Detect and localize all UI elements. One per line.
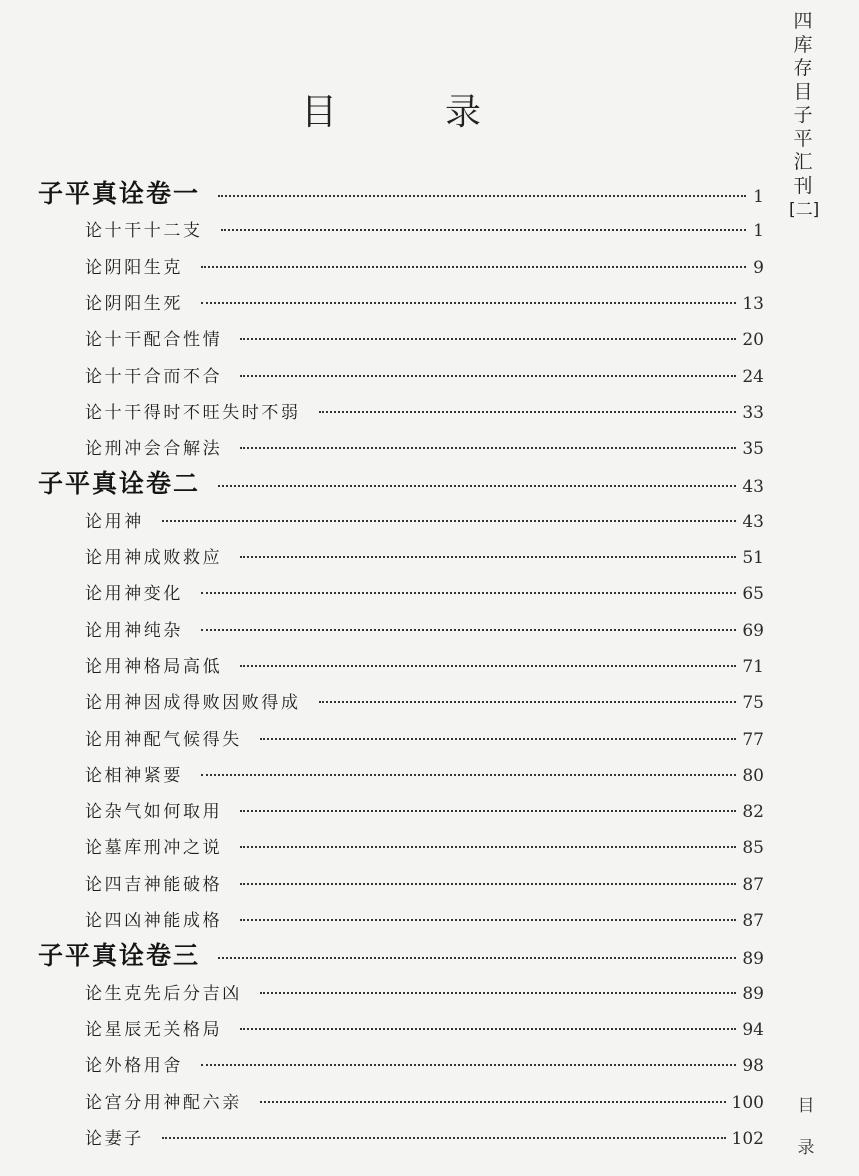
dot-leader [201,629,736,631]
toc-page-number: 80 [742,765,764,786]
toc-entry-title: 论十干得时不旺失时不弱 [85,402,301,423]
toc-page-number: 89 [742,949,764,970]
dot-leader [201,592,736,594]
toc-page-number: 71 [742,656,764,677]
spine-char: 库 [793,33,813,56]
toc-page-number: 43 [742,511,764,532]
toc-entry-title: 论十干十二支 [85,221,203,242]
toc-section-entry[interactable] [85,434,764,459]
toc-section-entry[interactable] [85,1124,764,1149]
toc-page-number: 94 [742,1019,764,1040]
toc-section-entry[interactable] [85,870,764,895]
spine-char: 刊 [793,174,813,197]
dot-leader [240,919,736,921]
toc-section-entry[interactable] [85,1051,764,1076]
spine-char: 目 [793,80,813,103]
toc-section-entry[interactable] [85,216,764,241]
toc-section-entry[interactable] [85,1088,764,1113]
toc-volume-entry[interactable] [38,174,764,210]
toc-entry-title: 论用神纯杂 [85,620,183,641]
toc-section-entry[interactable] [85,616,764,641]
dot-leader [240,883,736,885]
toc-entry-title: 论用神变化 [85,584,183,605]
toc-page-number: 87 [742,911,764,931]
dot-leader [218,485,736,487]
toc-entry-title: 论宫分用神配六亲 [85,1092,242,1113]
dot-leader [240,447,736,449]
toc-page-number: 43 [742,477,764,498]
toc-entry-title: 论杂气如何取用 [85,802,223,823]
toc-entry-title: 论用神格局高低 [85,656,223,677]
toc-section-entry[interactable] [85,543,764,568]
dot-leader [240,556,736,558]
toc-entry-title: 论用神配气候得失 [85,729,242,750]
toc-section-entry[interactable] [85,253,764,278]
toc-page-number: 85 [742,838,764,859]
toc-page-number: 33 [742,402,764,423]
toc-volume-entry[interactable] [38,464,764,500]
toc-section-entry[interactable] [85,906,764,931]
toc-section-entry[interactable] [85,579,764,604]
toc-entry-title: 论四凶神能成格 [85,911,223,931]
toc-page-number: 75 [742,693,764,714]
page-title: 目 录 [300,92,517,133]
dot-leader [201,302,736,304]
toc-page-number: 35 [742,439,764,460]
dot-leader [240,338,736,340]
dot-leader [218,195,746,197]
toc-section-entry[interactable] [85,725,764,750]
toc-page-number: 51 [742,548,764,568]
dot-leader [218,957,736,959]
toc-section-entry[interactable] [85,688,764,713]
toc-section-entry[interactable] [85,979,764,1004]
dot-leader [260,1101,726,1103]
toc-section-entry[interactable] [85,325,764,350]
running-header-vertical [789,10,820,220]
spine-char: 存 [793,57,813,79]
toc-page-number: 1 [753,221,764,242]
dot-leader [162,520,737,522]
spine-char: 四 [793,10,813,32]
toc-page-number: 82 [742,802,764,823]
toc-entry-title: 论外格用舍 [85,1056,183,1077]
spine-char: 平 [793,127,813,150]
toc-entry-title: 论十干合而不合 [85,366,223,387]
toc-section-entry[interactable] [85,398,764,423]
toc-page-number: 89 [742,983,764,1004]
toc-page-number: 102 [731,1128,764,1149]
toc-page-number: 98 [742,1056,764,1077]
dot-leader [221,229,746,231]
dot-leader [240,846,736,848]
dot-leader [240,665,736,667]
toc-page-number: 1 [753,187,764,207]
toc-section-entry[interactable] [85,362,764,387]
spine-volume-number: [二] [789,200,820,220]
toc-entry-title: 论墓库刑冲之说 [85,838,223,859]
dot-leader [260,992,737,994]
toc-entry-title: 论生克先后分吉凶 [85,983,242,1004]
toc-entry-title: 论相神紧要 [85,765,183,786]
toc-page-number: 9 [753,257,764,278]
dot-leader [162,1137,726,1139]
toc-entry-title: 论用神 [85,511,144,532]
dot-leader [240,1028,736,1030]
toc-page-number: 87 [742,874,764,895]
toc-entry-title: 论星辰无关格局 [85,1019,223,1040]
toc-section-entry[interactable] [85,1015,764,1040]
toc-entry-title: 论阴阳生克 [85,257,183,278]
spine-char: 子 [793,104,813,126]
toc-entry-title: 子平真诠卷一 [38,179,201,208]
toc-entry-title: 论四吉神能破格 [85,874,223,895]
footer-mark-2: 录 [797,1138,815,1158]
toc-page-number: 77 [742,729,764,750]
toc-section-entry[interactable] [85,797,764,822]
toc-entry-title: 论阴阳生死 [85,293,183,314]
toc-entry-title: 论用神成败救应 [85,548,223,568]
footer-mark-1: 目 [797,1096,815,1116]
toc-entry-title: 子平真诠卷二 [38,469,201,499]
dot-leader [201,774,736,776]
dot-leader [319,701,737,703]
dot-leader [260,738,737,740]
toc-entry-title: 子平真诠卷三 [38,941,201,971]
spine-char: 汇 [793,151,813,173]
toc-section-entry[interactable] [85,652,764,677]
toc-section-entry[interactable] [85,507,764,532]
toc-page-number: 13 [742,293,764,314]
toc-entry-title: 论用神因成得败因败得成 [85,693,301,714]
toc-entry-title: 论妻子 [85,1128,144,1149]
toc-page-number: 65 [742,584,764,605]
toc-section-entry[interactable] [85,833,764,858]
toc-page-number: 24 [742,366,764,387]
toc-page-number: 100 [731,1092,764,1113]
dot-leader [240,375,736,377]
toc-entry-title: 论十干配合性情 [85,330,223,351]
toc-section-entry[interactable] [85,761,764,786]
dot-leader [201,266,746,268]
toc-entry-title: 论刑冲会合解法 [85,439,223,460]
toc-page-number: 20 [742,330,764,351]
toc-section-entry[interactable] [85,289,764,314]
toc-volume-entry[interactable] [38,936,764,972]
dot-leader [201,1064,736,1066]
toc-page-number: 69 [742,620,764,641]
dot-leader [319,411,737,413]
dot-leader [240,810,736,812]
